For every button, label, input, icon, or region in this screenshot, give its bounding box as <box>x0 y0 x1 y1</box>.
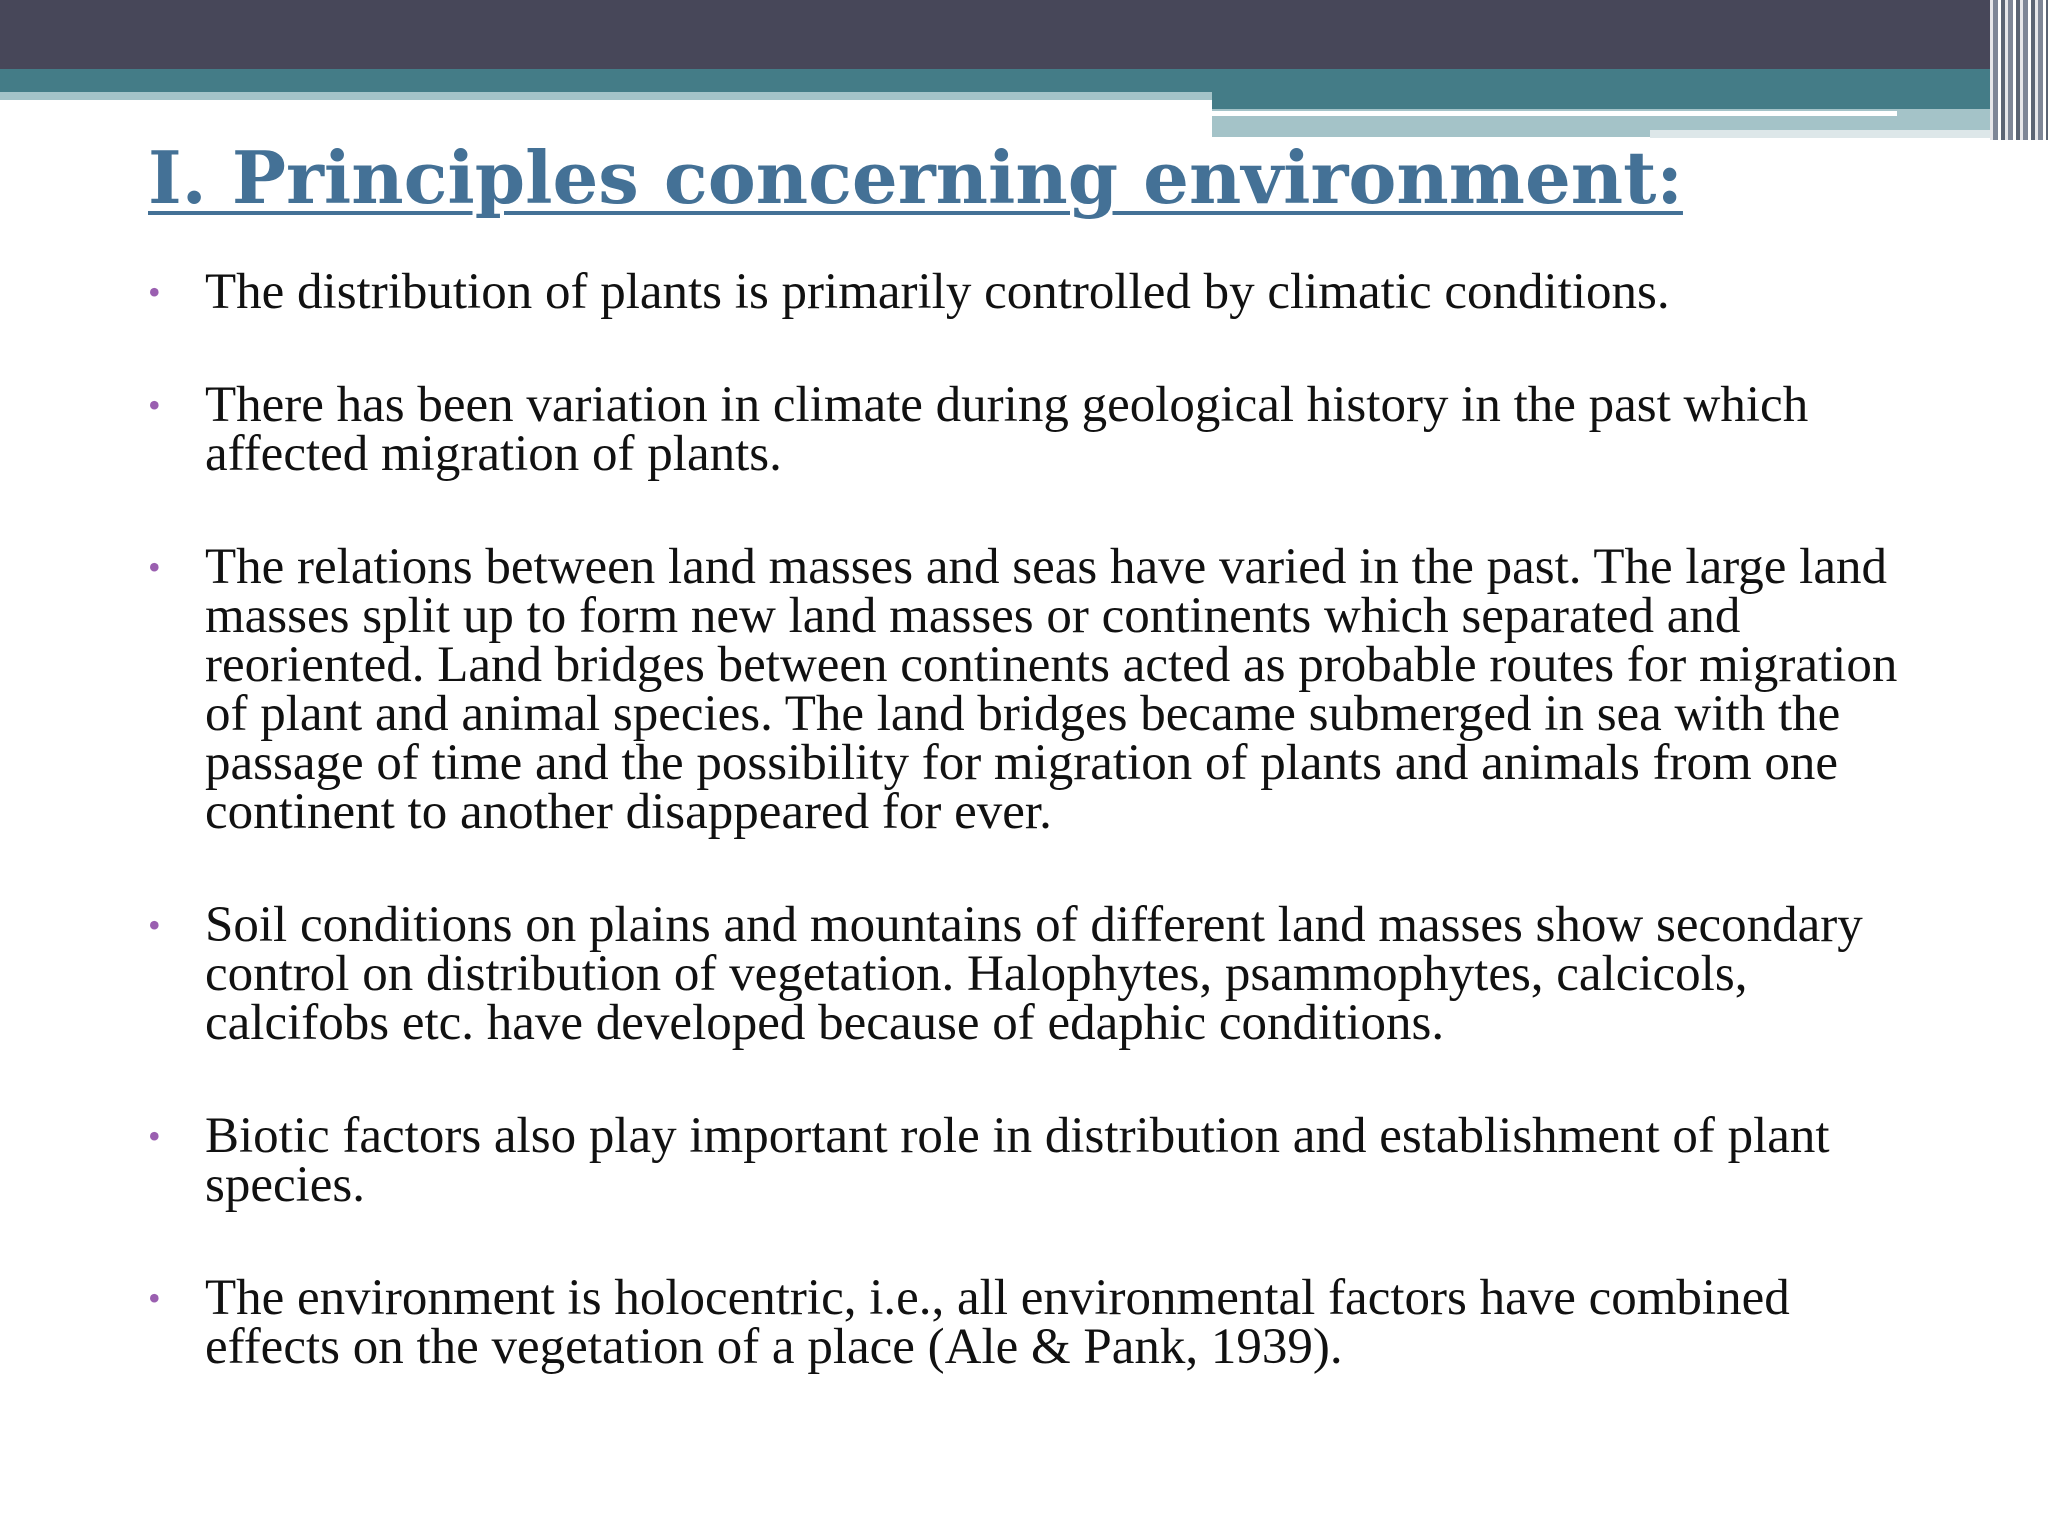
bullet-text: The relations between land masses and seas have varied in the past. The large land masses split up to form new land masses or continents which separated and reoriented. Land bridges between continents acted as probable routes for migration of plant and animal species. The land bridges became submerged in sea with the passage of time and the possibility for migration of plants and animals from one continent to another disappeared for ever. <box>205 539 1898 840</box>
header-band-step <box>1212 92 2048 109</box>
bullet-text: Biotic factors also play important role in distribution and establishment of plant species. <box>205 1108 1830 1213</box>
bullet-marker-icon: • <box>148 385 161 425</box>
header-band-line <box>1212 111 1897 116</box>
header-band-teal <box>0 69 2048 92</box>
slide-title: I. Principles concerning environment: <box>148 135 1683 220</box>
header-band-dark <box>0 0 2048 69</box>
bullet-item <box>148 897 1918 1051</box>
bullet-text: Soil conditions on plains and mountains of different land masses show secondary control on distribution of vegetation. Halophytes, psammophytes, calcicols, calcifobs etc. have developed because of edaphic conditions. <box>205 897 1863 1051</box>
bullet-marker-icon: • <box>148 1116 161 1156</box>
bullet-item <box>148 264 1918 320</box>
bullet-marker-icon: • <box>148 1278 161 1318</box>
bullet-item <box>148 377 1918 482</box>
bullet-marker-icon: • <box>148 272 161 312</box>
bullet-text: There has been variation in climate during geological history in the past which affected migration of plants. <box>205 377 1809 482</box>
bullet-item <box>148 1108 1918 1213</box>
bullet-list <box>148 264 1918 1436</box>
header-stripes <box>1990 0 2048 140</box>
bullet-item <box>148 1270 1918 1375</box>
bullet-text: The environment is holocentric, i.e., all environmental factors have combined effects on the vegetation of a place (Ale & Pank, 1939). <box>205 1270 1790 1375</box>
bullet-marker-icon: • <box>148 547 161 587</box>
bullet-marker-icon: • <box>148 905 161 945</box>
header-band-light <box>0 92 1212 100</box>
bullet-text: The distribution of plants is primarily controlled by climatic conditions. <box>205 264 1670 320</box>
bullet-item <box>148 539 1918 840</box>
header-band-fade <box>1650 130 2048 138</box>
